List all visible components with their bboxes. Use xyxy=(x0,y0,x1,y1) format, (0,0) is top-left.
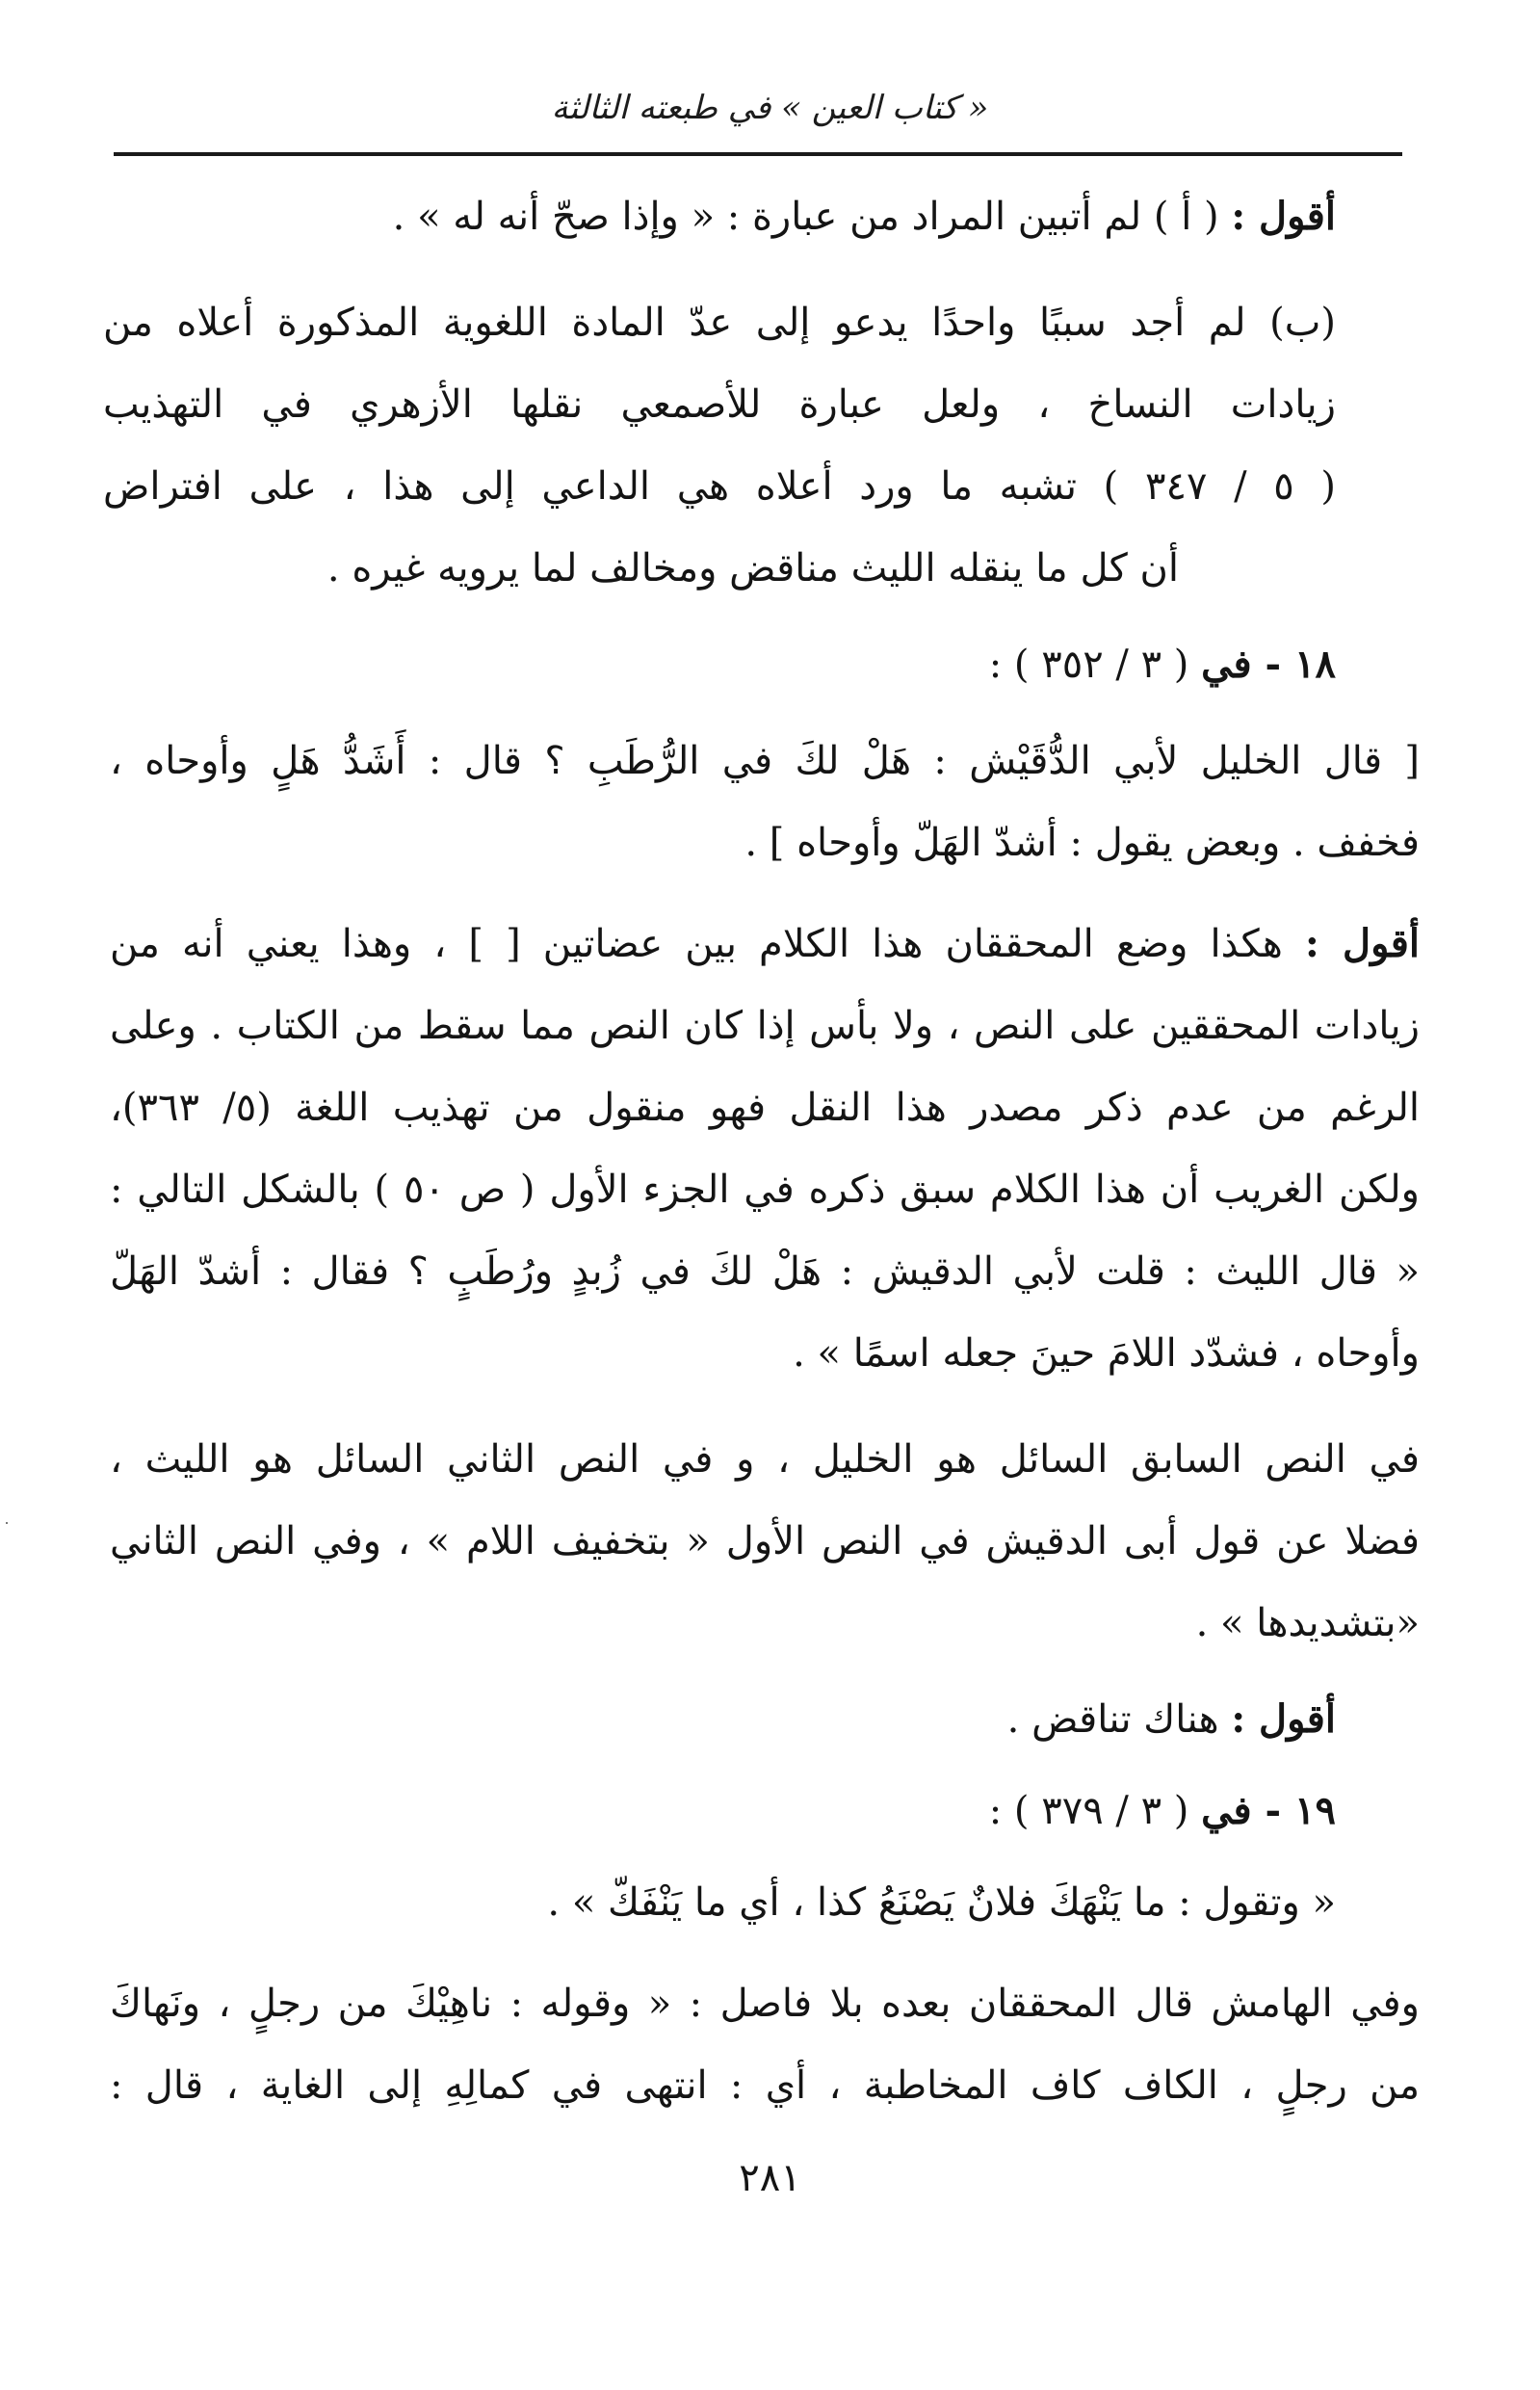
line-text: في النص السابق السائل هو الخليل ، و في النص الثاني السائل هو الليث ، xyxy=(110,1437,1420,1482)
text-line xyxy=(110,1512,1420,1570)
header-rule xyxy=(114,152,1402,156)
line-text: أن كل ما ينقله الليث مناقض ومخالف لما يرويه غيره . xyxy=(326,546,1179,591)
line-label: أقول : xyxy=(1304,921,1420,966)
line-text: (ب) لم أجد سببًا واحدًا يدعو إلى عدّ المادة اللغوية المذكورة أعلاه من xyxy=(103,301,1336,345)
text-line xyxy=(103,458,1336,515)
text-line xyxy=(103,294,1336,352)
heading-ref: ( ٣ / ٣٥٢ ) : xyxy=(988,643,1202,687)
text-line xyxy=(110,1079,1420,1137)
line-text: زيادات المحققين على النص ، ولا بأس إذا كان النص مما سقط من الكتاب . وعلى xyxy=(110,1004,1420,1048)
scan-speck xyxy=(6,1522,8,1524)
text-line xyxy=(110,732,1420,790)
line-label: أقول : xyxy=(1231,194,1336,239)
text-line xyxy=(649,1594,1420,1652)
page-number: ٢٨١ xyxy=(739,2156,801,2200)
line-text: ( أ ) لم أتبين المراد من عبارة : « وإذا صحّ أنه له » . xyxy=(392,195,1232,239)
line-text: « وتقول : ما يَنْهَكَ فلانٌ يَصْنَعُ كذا ، أي ما يَنْفَكّ » . xyxy=(547,1880,1336,1925)
line-text: [ قال الخليل لأبي الدُّقَيْش : هَلْ لكَ في الرُّطَبِ ؟ قال : أَشَدُّ هَلٍ وأوحاه ، xyxy=(110,739,1420,783)
line-text: « قال الليث : قلت لأبي الدقيش : هَلْ لكَ في زُبدٍ ورُطَبٍ ؟ فقال : أشدّ الهَلّ xyxy=(110,1249,1420,1294)
text-line xyxy=(110,1975,1420,2033)
line-text: فضلا عن قول أبى الدقيش في النص الأول « بتخفيف اللام » ، وفي النص الثاني xyxy=(110,1519,1420,1563)
text-line xyxy=(110,1431,1420,1488)
text-line xyxy=(457,814,1420,872)
text-line xyxy=(110,1243,1420,1300)
text-line xyxy=(662,1691,1336,1748)
heading-ref: ( ٣ / ٣٧٩ ) : xyxy=(988,1789,1202,1833)
line-text: وفي الهامش قال المحققان بعده بلا فاصل : « وقوله : ناهِيْكَ من رجلٍ ، ونَهاكَ xyxy=(110,1982,1420,2026)
line-text: هكذا وضع المحققان هذا الكلام بين عضاتين [ ] ، وهذا يعني أنه من xyxy=(110,922,1305,966)
text-line xyxy=(110,2057,1420,2114)
line-label: أقول : xyxy=(1231,1696,1336,1742)
text-line xyxy=(276,1874,1336,1931)
line-text: من رجلٍ ، الكاف كاف المخاطبة ، أي : انتهى في كمالِهِ إلى الغاية ، قال : xyxy=(110,2063,1420,2108)
running-head: « كتاب العين » في طبعته الثالثة xyxy=(551,89,989,127)
text-line xyxy=(373,188,1336,246)
text-line xyxy=(457,1325,1420,1382)
line-text: ولكن الغريب أن هذا الكلام سبق ذكره في الجزء الأول ( ص ٥٠ ) بالشكل التالي : xyxy=(110,1168,1420,1212)
line-text: وأوحاه ، فشدّد اللامَ حينَ جعله اسمًا » . xyxy=(793,1331,1420,1376)
text-line xyxy=(216,539,1179,597)
text-line xyxy=(110,997,1420,1055)
text-line xyxy=(110,915,1420,973)
line-text: فخفف . وبعض يقول : أشدّ الهَلّ وأوحاه ] . xyxy=(744,821,1420,865)
line-text: ( ٥ / ٣٤٧ ) تشبه ما ورد أعلاه هي الداعي إلى هذا ، على افتراض xyxy=(103,464,1337,509)
heading-label: ١٩ - في xyxy=(1201,1788,1336,1833)
section-heading xyxy=(854,1782,1336,1840)
line-text: هناك تناقض . xyxy=(1006,1697,1232,1742)
line-text: «بتشديدها » . xyxy=(1195,1601,1420,1645)
heading-label: ١٨ - في xyxy=(1201,642,1336,687)
text-line xyxy=(103,376,1336,433)
line-text: الرغم من عدم ذكر مصدر هذا النقل فهو منقول من تهذيب اللغة (٥/ ٣٦٣)، xyxy=(110,1086,1420,1130)
text-line xyxy=(110,1161,1420,1219)
section-heading xyxy=(854,636,1336,694)
line-text: زيادات النساخ ، ولعل عبارة للأصمعي نقلها الأزهري في التهذيب xyxy=(103,382,1336,427)
